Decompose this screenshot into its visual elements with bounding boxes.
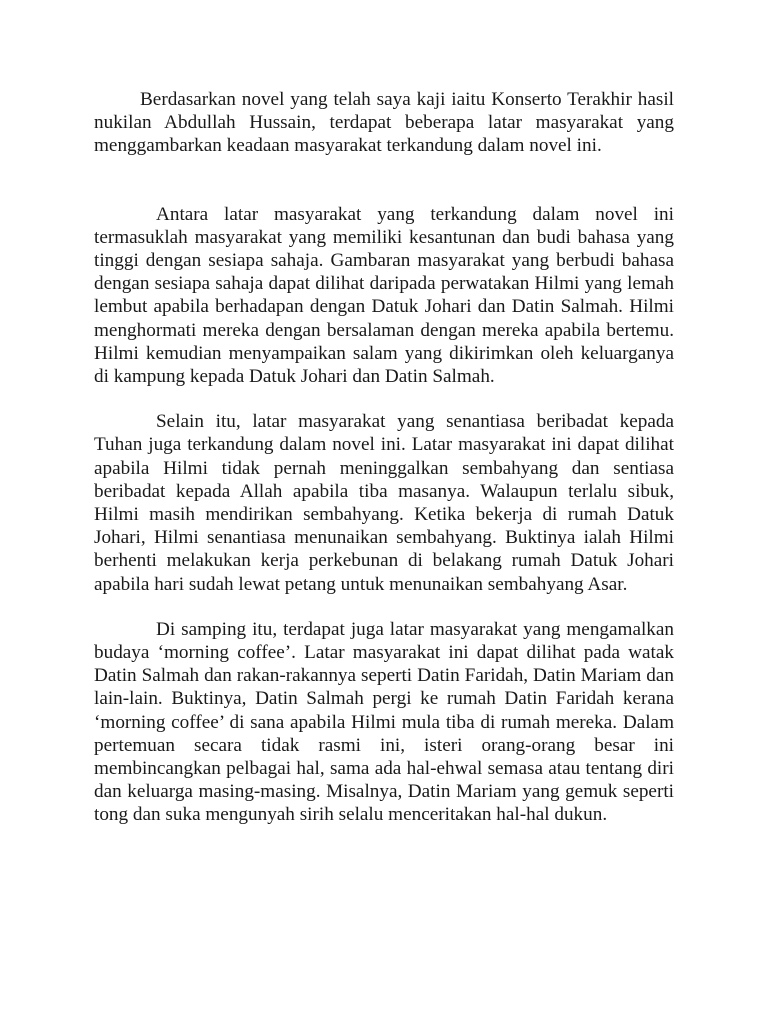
paragraph-worship: Selain itu, latar masyarakat yang senantiasa beribadat kepada Tuhan juga terkandung dalam novel ini. Latar masyarakat ini dapat dilihat apabila Hilmi tidak pernah meninggalkan sembahyang dan sentiasa beribadat kepada Allah apabila tiba masanya. Walaupun terlalu sibuk, Hilmi masih mendirikan sembahyang. Ketika bekerja di rumah Datuk Johari, Hilmi senantiasa menunaikan sembahyang. Buktinya ialah Hilmi berhenti melakukan kerja perkebunan di belakang rumah Datuk Johari apabila hari sudah lewat petang untuk menunaikan sembahyang Asar.	[94, 411, 674, 595]
paragraph-courtesy: Antara latar masyarakat yang terkandung dalam novel ini termasuklah masyarakat yang memiliki kesantunan dan budi bahasa yang tinggi dengan sesiapa sahaja. Gambaran masyarakat yang berbudi bahasa dengan sesiapa sahaja dapat dilihat daripada perwatakan Hilmi yang lemah lembut apabila berhadapan dengan Datuk Johari dan Datin Salmah. Hilmi menghormati mereka dengan bersalaman dengan mereka apabila bertemu. Hilmi kemudian menyampaikan salam yang dikirimkan oleh keluarganya di kampung kepada Datuk Johari dan Datin Salmah.	[94, 203, 674, 388]
document-body	[94, 88, 674, 827]
paragraph-morning-coffee: Di samping itu, terdapat juga latar masyarakat yang mengamalkan budaya ‘morning coffee’. Latar masyarakat ini dapat dilihat pada watak Datin Salmah dan rakan-rakannya seperti Datin Faridah, Datin Mariam dan lain-lain. Buktinya, Datin Salmah pergi ke rumah Datin Faridah kerana ‘morning coffee’ di sana apabila Hilmi mula tiba di rumah mereka. Dalam pertemuan secara tidak rasmi ini, isteri orang-orang besar ini membincangkan pelbagai hal, sama ada hal-ehwal semasa atau tentang diri dan keluarga masing-masing. Misalnya, Datin Mariam yang gemuk seperti tong dan suka mengunyah sirih selalu menceritakan hal-hal dukun.	[94, 618, 674, 826]
paragraph-intro: Berdasarkan novel yang telah saya kaji iaitu Konserto Terakhir hasil nukilan Abdullah Hussain, terdapat beberapa latar masyarakat yang menggambarkan keadaan masyarakat terkandung dalam novel ini.	[94, 89, 674, 157]
